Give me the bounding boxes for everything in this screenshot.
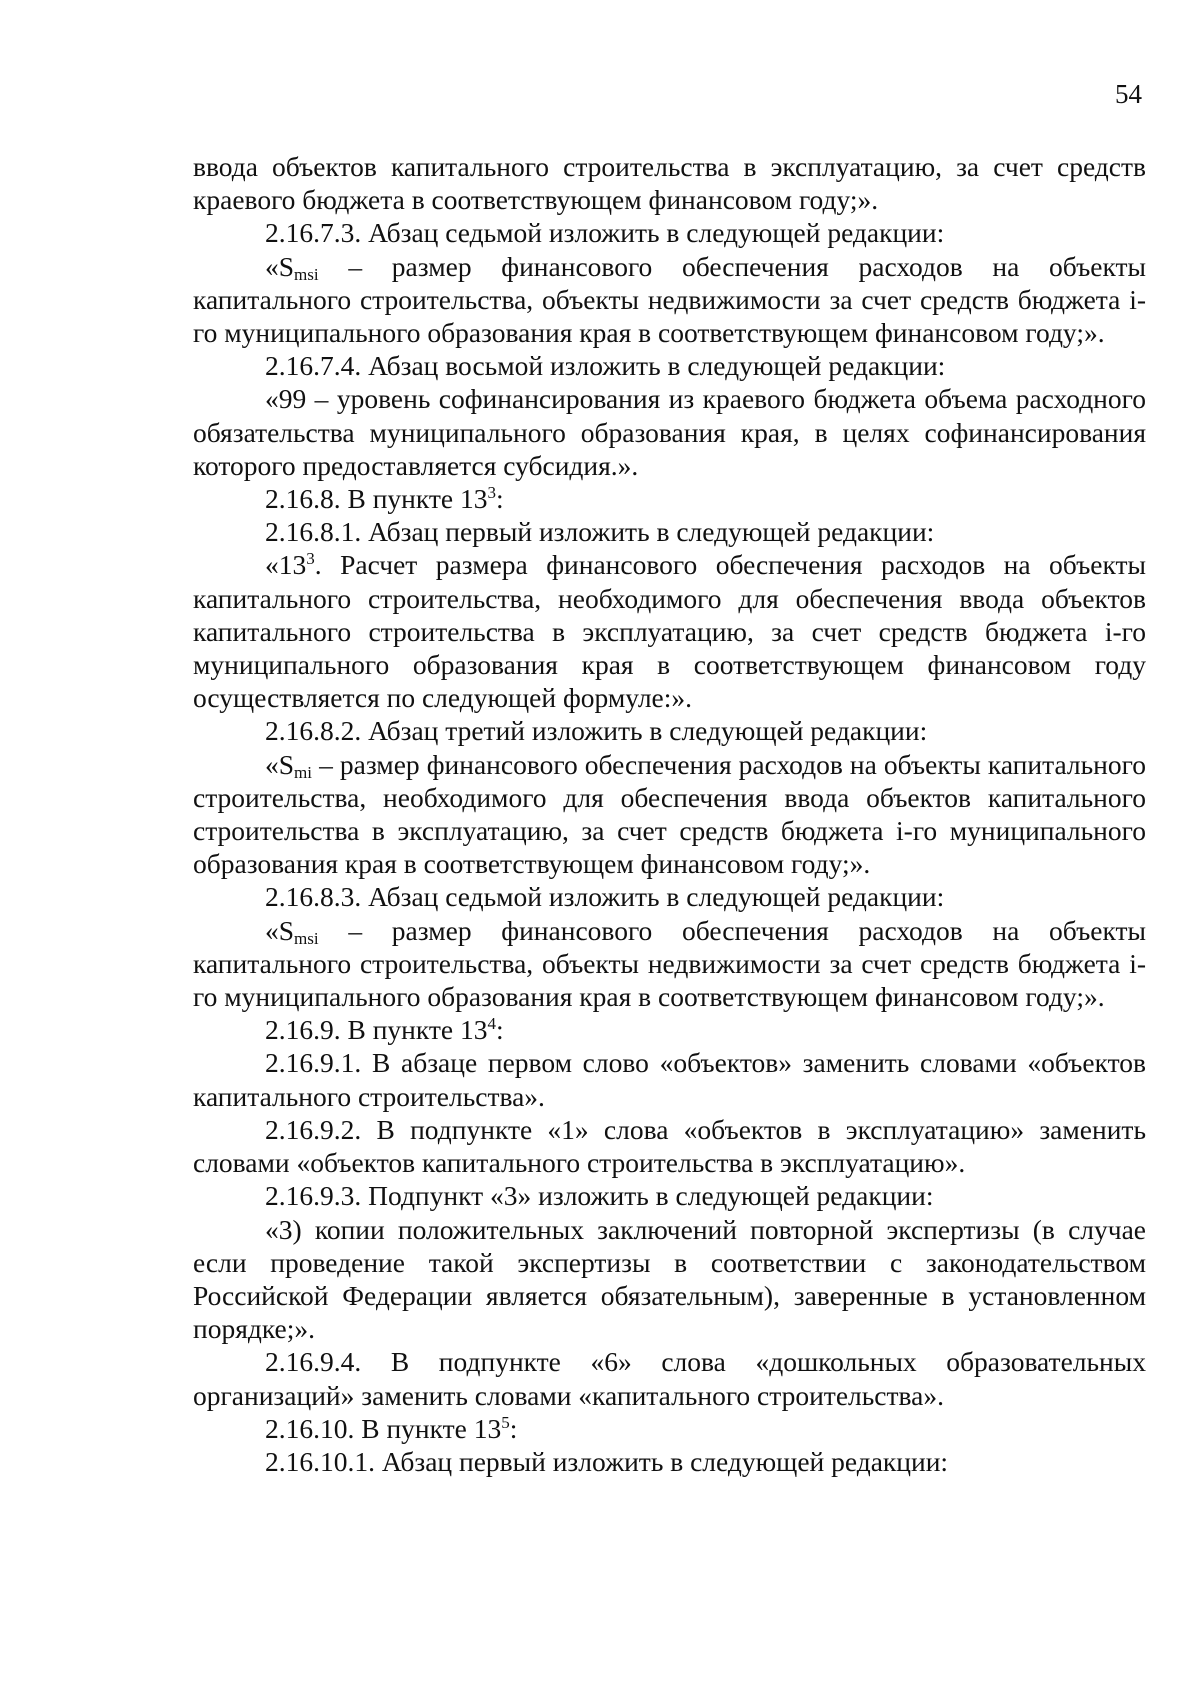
- paragraph-2-16-9-3: 2.16.9.3. Подпункт «3» изложить в следующей редакции:: [265, 1180, 934, 1212]
- paragraph-continuation: ввода объектов капитального строительства в эксплуатацию, за счет средств краевого бюджета в соответствующем финансовом году;».: [193, 151, 1146, 216]
- paragraph-smi-definition: «$S_{mi}$ – размер финансового обеспечения расходов на объекты капитального строительства, необходимого для обеспечения ввода объектов капитального строительства в эксплуатацию, за счет средств бюджета i-го муниципального образования края в соответствующем финансовом году;».: [193, 748, 1146, 880]
- paragraph-2-16-7-4: 2.16.7.4. Абзац восьмой изложить в следующей редакции:: [265, 350, 946, 382]
- paragraph-smsi-definition-2: «$S_{msi}$ – размер финансового обеспечения расходов на объекты капитального строительства, объекты недвижимости за счет средств бюджета i-го муниципального образования края в соответствующем финансовом году;».: [193, 914, 1146, 1013]
- paragraph-2-16-9-1: 2.16.9.1. В абзаце первом слово «объектов» заменить словами «объектов капитального строительства».: [193, 1047, 1146, 1112]
- paragraph-2-16-10-1: 2.16.10.1. Абзац первый изложить в следующей редакции:: [265, 1445, 949, 1477]
- paragraph-2-16-9-4: 2.16.9.4. В подпункте «6» слова «дошкольных образовательных организаций» заменить словами «капитального строительства».: [193, 1346, 1146, 1411]
- paragraph-2-16-8-2: 2.16.8.2. Абзац третий изложить в следующей редакции:: [265, 715, 928, 747]
- page-number: 54: [1115, 79, 1142, 109]
- paragraph-2-16-7-3: 2.16.7.3. Абзац седьмой изложить в следующей редакции:: [265, 217, 945, 249]
- paragraph-smsi-definition: «$S_{msi}$ – размер финансового обеспечения расходов на объекты капитального строительства, объекты недвижимости за счет средств бюджета i-го муниципального образования края в соответствующем финансовом году;».: [193, 250, 1146, 349]
- paragraph-2-16-8: 2.16.8. В пункте $13^3$:: [265, 483, 504, 515]
- paragraph-13-3-formula: «$13^3$. Расчет размера финансового обеспечения расходов на объекты капитального строительства, необходимого для обеспечения ввода объектов капитального строительства в эксплуатацию, за счет средств бюджета i-го муниципального образования края в соответствующем финансовом году осуществляется по следующей формуле:».: [193, 549, 1146, 714]
- paragraph-2-16-8-3: 2.16.8.3. Абзац седьмой изложить в следующей редакции:: [265, 881, 945, 913]
- paragraph-99-definition: «99 – уровень софинансирования из краевого бюджета объема расходного обязательства муниципального образования края, в целях софинансирования которого предоставляется субсидия.».: [193, 383, 1146, 481]
- paragraph-expertise-copies: «3) копии положительных заключений повторной экспертизы (в случае если проведение такой экспертизы в соответствии с законодательством Российской Федерации является обязательным), заверенные в установленном порядке;».: [193, 1213, 1146, 1345]
- paragraph-2-16-10: 2.16.10. В пункте $13^5$:: [265, 1412, 518, 1444]
- paragraph-2-16-9: 2.16.9. В пункте $13^4$:: [265, 1014, 504, 1046]
- paragraph-2-16-8-1: 2.16.8.1. Абзац первый изложить в следующей редакции:: [265, 516, 935, 548]
- paragraph-2-16-9-2: 2.16.9.2. В подпункте «1» слова «объектов в эксплуатацию» заменить словами «объектов капитального строительства в эксплуатацию».: [193, 1113, 1146, 1179]
- document-body: [193, 150, 1146, 1478]
